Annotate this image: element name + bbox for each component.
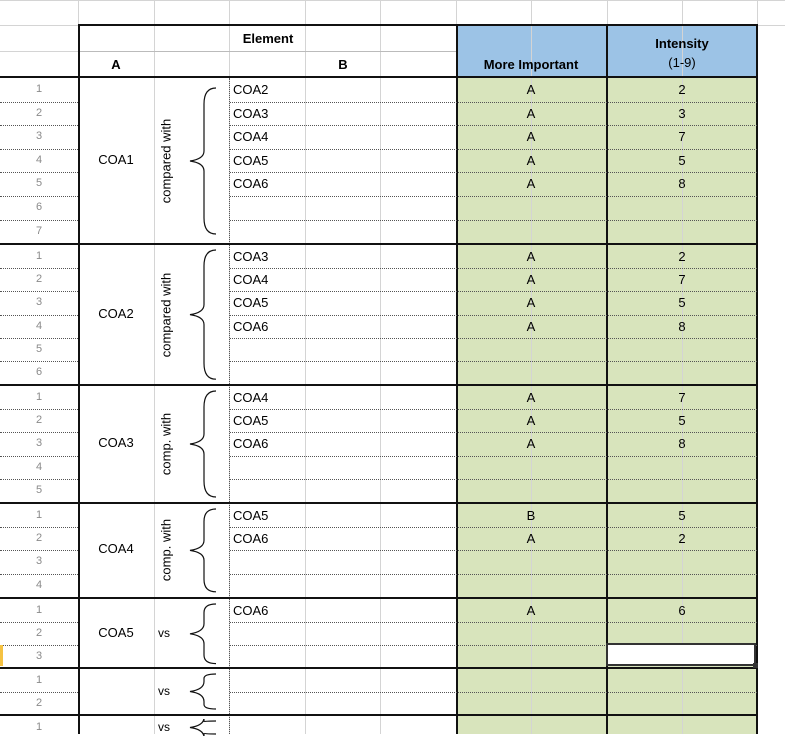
intensity-cell[interactable]: 7 <box>678 390 686 405</box>
element-b-cell[interactable]: COA4 <box>233 272 269 288</box>
b-column-dotted-border <box>229 78 230 734</box>
active-row-indicator <box>0 645 3 666</box>
element-b-cell[interactable]: COA5 <box>233 413 269 429</box>
gridline <box>380 0 381 734</box>
intensity-cell[interactable]: 5 <box>678 152 686 168</box>
row-separator <box>230 338 757 339</box>
row-number[interactable]: 6 <box>35 201 43 213</box>
intensity-cell[interactable]: 5 <box>678 508 686 523</box>
connector-label: vs <box>158 625 170 640</box>
row-separator <box>230 574 757 575</box>
header-top-border <box>78 24 758 26</box>
row-number[interactable]: 2 <box>35 627 43 640</box>
connector-label: compared with <box>158 118 174 203</box>
row-number[interactable]: 3 <box>35 437 43 450</box>
intensity-cell[interactable]: 7 <box>678 272 686 288</box>
row-number[interactable]: 4 <box>35 319 43 332</box>
connector-label: vs <box>158 683 170 698</box>
element-b-cell[interactable]: COA6 <box>233 318 269 334</box>
intensity-cell[interactable]: 2 <box>678 531 686 547</box>
curly-brace-icon <box>188 602 228 666</box>
row-number[interactable]: 1 <box>35 721 43 733</box>
curly-brace-icon <box>188 86 228 236</box>
row-number[interactable]: 1 <box>35 83 43 95</box>
row-number[interactable]: 4 <box>35 460 43 473</box>
element-header: Element <box>242 31 294 46</box>
element-b-cell[interactable]: COA6 <box>233 176 269 192</box>
more-important-cell[interactable]: A <box>526 318 536 334</box>
more-important-cell[interactable]: A <box>526 129 536 145</box>
curly-brace-icon <box>188 389 228 499</box>
more-important-cell[interactable]: A <box>526 82 536 97</box>
curly-brace-icon <box>188 507 228 594</box>
row-number[interactable]: 3 <box>35 130 43 143</box>
row-number[interactable]: 2 <box>35 532 43 545</box>
curly-brace-icon <box>188 719 228 736</box>
header-mid-line <box>78 51 456 52</box>
more-important-cell[interactable]: A <box>526 105 536 121</box>
row-separator <box>230 220 757 221</box>
element-b-cell[interactable]: COA4 <box>233 129 269 145</box>
element-b-cell[interactable]: COA5 <box>233 508 269 523</box>
intensity-cell[interactable]: 6 <box>678 603 686 618</box>
row-separator <box>230 361 757 362</box>
curly-brace-icon <box>188 248 228 381</box>
row-number[interactable]: 7 <box>35 224 43 237</box>
intensity-cell[interactable]: 5 <box>678 413 686 429</box>
element-label: COA5 <box>98 624 134 640</box>
group-border <box>0 714 758 716</box>
intensity-cell[interactable]: 3 <box>678 105 686 121</box>
more-important-cell[interactable]: A <box>526 295 536 311</box>
row-number[interactable]: 5 <box>35 483 43 496</box>
connector-label: compared with <box>158 272 174 357</box>
more-important-cell[interactable]: A <box>526 413 536 429</box>
row-number[interactable]: 4 <box>35 578 43 591</box>
more-important-cell[interactable]: A <box>526 176 536 192</box>
selected-cell[interactable] <box>606 643 756 666</box>
intensity-cell[interactable]: 8 <box>678 318 686 334</box>
element-label: COA1 <box>98 151 134 167</box>
row-number[interactable]: 3 <box>35 650 43 663</box>
row-number[interactable]: 1 <box>35 391 43 403</box>
element-b-cell[interactable]: COA3 <box>233 105 269 121</box>
row-number[interactable]: 5 <box>35 177 43 190</box>
row-separator <box>230 479 757 480</box>
element-b-cell[interactable]: COA5 <box>233 295 269 311</box>
element-b-cell[interactable]: COA6 <box>233 436 269 452</box>
more-important-cell[interactable]: A <box>526 531 536 547</box>
more-important-cell[interactable]: B <box>526 508 536 523</box>
more-important-cell[interactable]: A <box>526 272 536 288</box>
row-number[interactable]: 5 <box>35 342 43 355</box>
more-important-cell[interactable]: A <box>526 249 536 264</box>
element-b-cell[interactable]: COA4 <box>233 390 269 405</box>
row-number[interactable]: 3 <box>35 296 43 309</box>
element-b-cell[interactable]: COA5 <box>233 152 269 168</box>
element-b-cell[interactable]: COA3 <box>233 249 269 264</box>
row-number[interactable]: 2 <box>35 273 43 286</box>
row-number[interactable]: 1 <box>35 674 43 686</box>
gridline <box>305 0 306 734</box>
col-b-header: B <box>338 57 348 72</box>
intensity-cell[interactable]: 7 <box>678 129 686 145</box>
intensity-cell[interactable]: 2 <box>678 249 686 264</box>
row-number[interactable]: 1 <box>35 250 43 262</box>
row-number[interactable]: 3 <box>35 555 43 568</box>
element-label: COA3 <box>98 435 134 450</box>
row-number[interactable]: 2 <box>35 414 43 427</box>
intensity-cell[interactable]: 8 <box>678 436 686 452</box>
row-number[interactable]: 2 <box>35 696 43 709</box>
element-label: COA2 <box>98 305 134 321</box>
more-important-cell[interactable]: A <box>526 436 536 452</box>
row-number[interactable]: 2 <box>35 106 43 119</box>
element-b-cell[interactable]: COA6 <box>233 531 269 547</box>
row-separator <box>230 692 757 693</box>
element-b-cell[interactable]: COA2 <box>233 82 269 97</box>
intensity-header: Intensity <box>655 36 709 51</box>
group-border <box>0 667 758 669</box>
curly-brace-icon <box>188 672 228 711</box>
row-separator <box>230 456 757 457</box>
selected-cell-handle[interactable] <box>753 663 758 668</box>
more-important-header: More Important <box>483 57 579 72</box>
element-b-cell[interactable]: COA6 <box>233 603 269 618</box>
row-number[interactable]: 4 <box>35 153 43 166</box>
gridline <box>0 51 78 52</box>
connector-label: vs <box>158 719 170 734</box>
more-important-cell[interactable]: A <box>526 390 536 405</box>
more-important-cell[interactable]: A <box>526 152 536 168</box>
row-separator <box>230 196 757 197</box>
intensity-range-header: (1-9) <box>668 55 696 70</box>
intensity-cell[interactable]: 5 <box>678 295 686 311</box>
gridline <box>0 0 785 1</box>
intensity-cell[interactable]: 8 <box>678 176 686 192</box>
gridline <box>154 0 155 734</box>
element-label: COA4 <box>98 541 134 557</box>
intensity-cell[interactable]: 2 <box>678 82 686 97</box>
row-separator <box>230 622 757 623</box>
col-a-header: A <box>111 57 121 72</box>
more-important-cell[interactable]: A <box>526 603 536 618</box>
connector-label: comp. with <box>158 519 174 582</box>
row-number[interactable]: 1 <box>35 509 43 521</box>
connector-label: comp. with <box>158 412 174 476</box>
row-number[interactable]: 6 <box>35 366 43 378</box>
row-number[interactable]: 1 <box>35 604 43 616</box>
